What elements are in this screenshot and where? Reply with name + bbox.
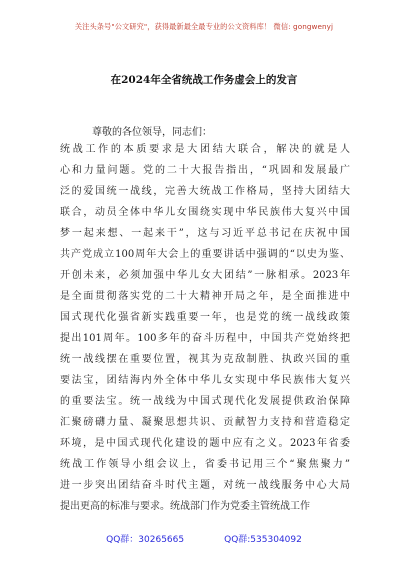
body-line: 统一战线摆在重要位置，视其为克敌制胜、执政兴国的重 [60, 354, 350, 365]
body-line: 心和力量问题。党的二十大报告指出，“巩固和发展最广 [60, 165, 350, 176]
body-line: 要法宝，团结海内外全体中华儿女实现中华民族伟大复兴 [60, 375, 350, 386]
body-line: 的重要法宝。统一战线为中国式现代化发展提供政治保障 [60, 396, 350, 407]
footer-qq-group-1: QQ群：30265665 [106, 535, 185, 545]
body-line: 提出更高的标准与要求。统战部门作为党委主管统战工作 [60, 501, 310, 512]
body-line: 进一步突出团结奋斗时代主题，对统一战线服务中心大局 [60, 480, 350, 491]
salutation: 尊敬的各位领导，同志们： [92, 127, 212, 138]
body-line: 共产党成立100周年大会上的重要讲话中强调的“以史为鉴、 [60, 249, 350, 260]
body-line: 开创未来，必须加强中华儿女大团结”一脉相承。2023年 [60, 270, 350, 281]
body-line: 泛的爱国统一战线，完善大统战工作格局，坚持大团结大 [60, 186, 350, 197]
body-line: 提出101周年。100多年的奋斗历程中，中国共产党始终把 [60, 333, 350, 344]
document-title: 在2024年全省统战工作务虚会上的发言 [110, 74, 298, 86]
body-line: 统战工作的本质要求是大团结大联合，解决的就是人 [60, 144, 350, 155]
body-line: 汇聚磅礴力量、凝聚思想共识、贡献智力支持和营造稳定 [60, 417, 350, 428]
body-line: 环境，是中国式现代化建设的题中应有之义。2023年省委 [60, 438, 350, 449]
body-line: 国式现代化强省新实践重要一年，也是党的统一战线政策 [60, 312, 350, 323]
body-line: 联合，动员全体中华儿女围绕实现中华民族伟大复兴中国 [60, 207, 350, 218]
footer-qq-group-2: QQ群:535304092 [224, 535, 302, 545]
body-line: 统战工作领导小组会议上，省委书记用三个“聚焦聚力” [60, 459, 350, 470]
body-line: 梦一起来想、一起来干”，这与习近平总书记在庆祝中国 [60, 228, 350, 239]
footer-contacts [0, 532, 408, 545]
body-line: 是全面贯彻落实党的二十大精神开局之年，是全面推进中 [60, 291, 350, 302]
document-body [60, 139, 350, 517]
header-banner: 关注头条号"公文研究"，获得最新最全最专业的公文资料库！ 微信: gongwenyj [74, 22, 334, 31]
